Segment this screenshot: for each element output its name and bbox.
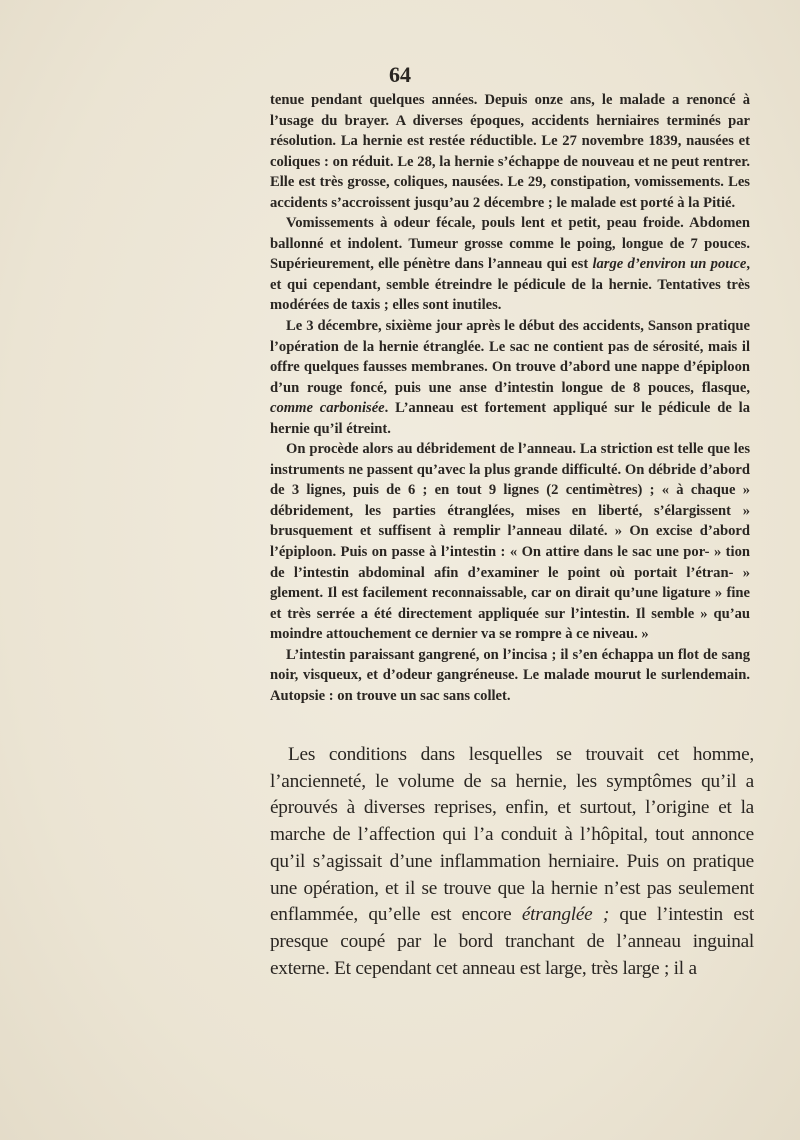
page-number: 64 <box>389 62 411 87</box>
commentary-paragraph <box>270 742 754 982</box>
commentary <box>270 742 754 982</box>
italic-text-run: large d’environ un pouce <box>592 256 747 273</box>
case-report-paragraph <box>270 439 750 644</box>
italic-text-run: comme carbonisée <box>270 400 385 417</box>
case-report-paragraph <box>270 213 750 316</box>
text-run: Le 3 décembre, sixième jour après le début des accidents, Sanson pratique l’opération de la hernie étranglée. Le sac ne contient pas de sérosité, mais il offre quelques fausses membranes. On trouve d’abord une nappe d’épiploon d’un rouge foncé, puis une anse d’intestin longue de 8 pouces, flasque, <box>270 318 750 396</box>
text-run: que l’intestin est presque coupé par le bord tranchant de l’anneau inguinal externe. Et cependant cet anneau est large, très large ; il a <box>270 904 754 979</box>
italic-text-run: étranglée ; <box>521 904 610 926</box>
case-report <box>270 90 750 706</box>
text-run: . L’anneau est fortement appliqué sur le pédicule de la hernie qu’il étreint. <box>270 400 750 437</box>
case-report-paragraph <box>270 90 750 213</box>
case-report-paragraph <box>270 316 750 439</box>
text-run: Vomissements à odeur fécale, pouls lent et petit, peau froide. Abdomen ballonné et indolent. Tumeur grosse comme le poing, longue de 7 pouces. Supérieurement, elle pénètre dans l’anneau qui est <box>270 215 750 273</box>
text-run: tenue pendant quelques années. Depuis onze ans, le malade a renoncé à l’usage du brayer. A diverses époques, accidents herniaires terminés par résolution. La hernie est restée réductible. Le 27 novembre 1839, nausées et coliques : on réduit. Le 28, la hernie s’échappe de nouveau et ne peut rentrer. Elle est très grosse, coliques, nausées. Le 29, constipation, vomissements. Les accidents s’accroissent jusqu’au 2 décembre ; le malade est porté à la Pitié. <box>270 92 750 211</box>
text-run: Les conditions dans lesquelles se trouvait cet homme, l’ancienneté, le volume de sa hernie, les symptômes qu’il a éprouvés à diverses reprises, enfin, et surtout, l’origine et la marche de l’affection qui l’a conduit à l’hôpital, tout annonce qu’il s’agissait d’une inflammation herniaire. Puis on pratique une opération, et il se trouve que la hernie n’est pas seulement enflammée, qu’elle est encore <box>270 744 754 926</box>
text-run: L’intestin paraissant gangrené, on l’incisa ; il s’en échappa un flot de sang noir, visqueux, et d’odeur gangréneuse. Le malade mourut le surlendemain. Autopsie : on trouve un sac sans collet. <box>270 646 750 704</box>
text-run: , et qui cependant, semble étreindre le pédicule de la hernie. Tentatives très modérées de taxis ; elles sont inutiles. <box>270 256 750 314</box>
text-run: On procède alors au débridement de l’anneau. La striction est telle que les instruments ne passent qu’avec la plus grande difficulté. On débride d’abord de 3 lignes, puis de 6 ; en tout 9 lignes (2 centimètres) ; « à chaque » débridement, les parties étranglées, mises en liberté, s’élargissent » brusquement et suffisent à remplir l’anneau dilaté. » On excise d’abord l’épiploon. Puis on passe à l’intestin : « On attire dans le sac une por- » tion de l’intestin abdominal afin d’examiner le point où portait l’étran- » glement. Il est facilement reconnaissable, car on dirait qu’une ligature » fine et très serrée a été directement appliquée sur l’intestin. Il semble » qu’au moindre attouchement ce dernier va se rompre à ce niveau. » <box>270 441 750 643</box>
case-report-paragraph <box>270 645 750 707</box>
